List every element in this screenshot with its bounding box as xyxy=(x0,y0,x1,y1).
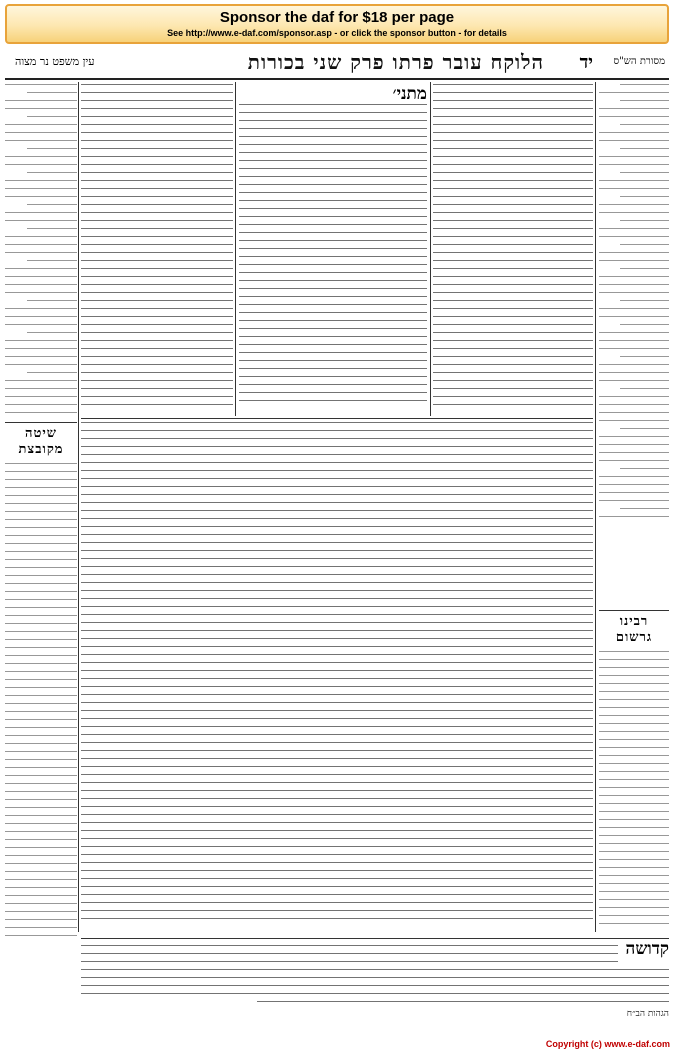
column-separator xyxy=(595,82,596,932)
daf-number: יד xyxy=(579,52,593,73)
column-separator xyxy=(235,82,236,416)
sponsor-subtitle: See http://www.e-daf.com/sponsor.asp - or click the sponsor button - for details xyxy=(167,28,507,38)
page-title: הלוקח עובר פרתו פרק שני בכורות xyxy=(247,50,544,74)
section-divider xyxy=(81,418,593,419)
tosafot-lower-column xyxy=(81,422,593,932)
sponsor-banner[interactable] xyxy=(5,4,669,44)
rabbeinu-gershom-column xyxy=(599,610,669,932)
gemara-column xyxy=(239,84,427,414)
talmud-page xyxy=(5,50,669,1035)
tosafot-column xyxy=(81,84,233,414)
rabbeinu-gershom-heading: רבינו גרשום xyxy=(615,614,653,645)
bottom-notes-column xyxy=(81,938,669,1028)
shitah-mekubetzet-column xyxy=(5,422,77,942)
copyright-link[interactable]: Copyright (c) www.e-daf.com xyxy=(545,1039,670,1049)
shitah-mekubetzet-heading: שיטה מקובצת xyxy=(18,426,64,457)
mishna-heading: מתני׳ xyxy=(392,84,427,104)
haga-label: הגהות הב״ח xyxy=(626,1009,669,1019)
masoret-label: מסורת הש"ס xyxy=(613,56,665,67)
page-header xyxy=(5,50,669,80)
kedusha-heading: קדושה xyxy=(625,939,669,959)
ein-mishpat-column xyxy=(5,84,77,419)
column-separator xyxy=(78,82,79,932)
ein-mishpat-label: עין משפט נר מצוה xyxy=(15,55,95,68)
masoret-column xyxy=(599,84,669,604)
column-separator xyxy=(430,82,431,416)
rashi-column xyxy=(433,84,593,414)
sponsor-title: Sponsor the daf for $18 per page xyxy=(219,9,455,26)
